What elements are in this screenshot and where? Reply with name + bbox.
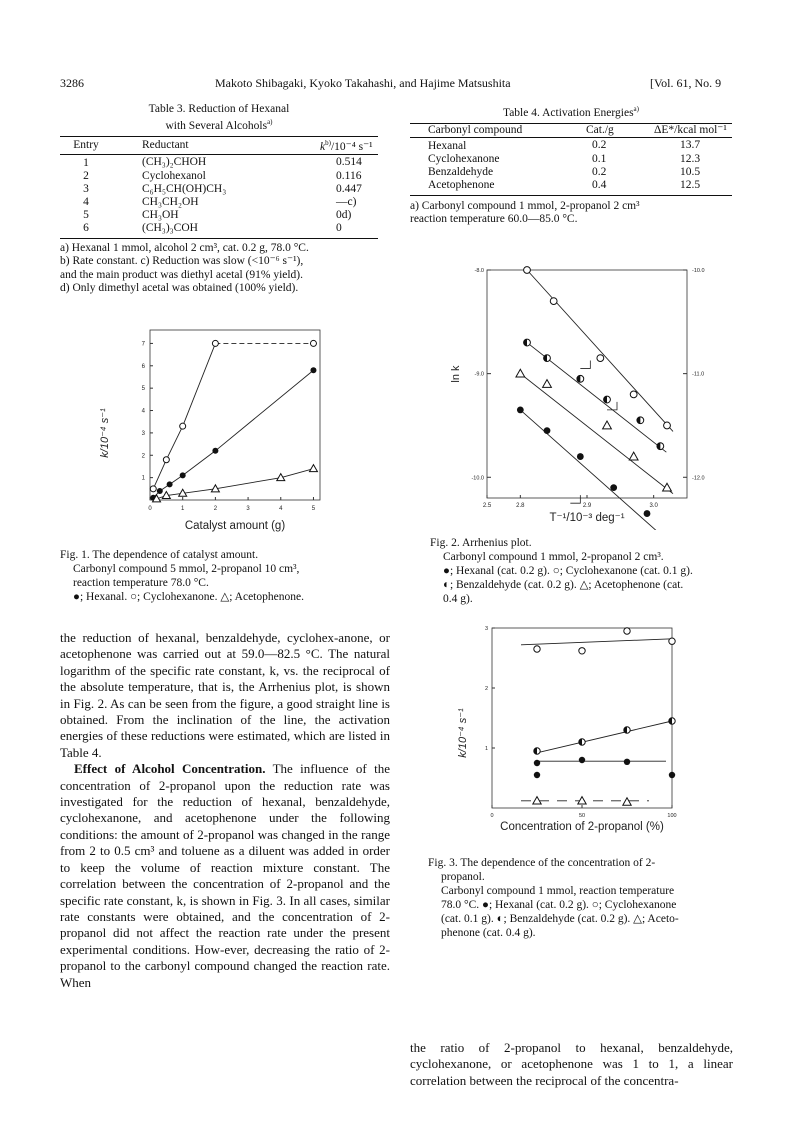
x-axis-label: T⁻¹/10⁻³ deg⁻¹ xyxy=(549,512,625,524)
caption-line: Carbonyl compound 1 mmol, 2-propanol 2 cm³. xyxy=(443,551,664,563)
table4-compound: Acetophenone xyxy=(428,178,495,191)
y-tick-label: 2 xyxy=(141,453,145,460)
table3-reductant: C₆H₅CH(OH)CH₃ xyxy=(142,182,227,195)
y-axis-label: ln k xyxy=(450,365,462,383)
y-axis-label: k/10⁻⁴ s⁻¹ xyxy=(99,408,111,458)
y-tick-label: 2 xyxy=(484,686,488,692)
table3-title-line2: with Several Alcohols xyxy=(165,119,268,132)
y-tick-label: 3 xyxy=(484,626,488,632)
data-point xyxy=(623,798,631,805)
table4-cat: 0.4 xyxy=(592,178,607,191)
plot-frame xyxy=(487,270,687,498)
series-line xyxy=(153,460,166,489)
figure-1-chart xyxy=(60,320,360,550)
x-tick-label: 0 xyxy=(148,506,152,512)
paragraph-arrhenius: the reduction of hexanal, benzaldehyde, cyclohex-anone, or acetophenone was carried out at 59.0—82.5 °C. The natural logarithm of the specific rate constant, k, vs. the reciprocal of the absolute temperature, that is, the Arrhenius plot, is shown in Fig. 2. As can be seen from the figure, a good straight line is obtained. From the inclination of the line, the activation energies of these reductions were estimated, which are listed in Table 4. xyxy=(60,630,390,760)
data-point xyxy=(534,748,540,754)
table4-footnote: reaction temperature 60.0—85.0 °C. xyxy=(410,213,578,226)
data-point xyxy=(167,481,173,487)
caption-line: 78.0 °C. ●; Hexanal (cat. 0.2 g). ○; Cyclohexanone xyxy=(441,899,677,911)
table-row xyxy=(60,222,378,235)
plot-frame xyxy=(150,330,320,500)
caption-line: reaction temperature 78.0 °C. xyxy=(73,577,209,589)
table4-footnote: a) Carbonyl compound 1 mmol, 2-propanol 2 cm³ xyxy=(410,199,640,212)
data-point xyxy=(603,421,612,429)
figure-3-chart xyxy=(448,620,718,835)
table-row xyxy=(410,153,732,166)
offset-bracket xyxy=(580,360,590,368)
table3-col-entry: Entry xyxy=(73,138,99,151)
table4-ea: 10.5 xyxy=(680,165,701,178)
caption-line: Fig. 3. The dependence of the concentration of 2- xyxy=(428,857,656,869)
table3-title: Table 3. Reduction of Hexanal xyxy=(148,103,290,115)
caption-line: Fig. 1. The dependence of catalyst amount. xyxy=(60,549,259,561)
caption-line: Fig. 2. Arrhenius plot. xyxy=(430,537,532,549)
data-point xyxy=(630,391,637,398)
table3-k-value: 0.116 xyxy=(336,169,362,182)
table3-entry: 3 xyxy=(83,182,89,195)
y-tick-label: 5 xyxy=(141,386,145,393)
y-axis-label: k/10⁻⁴ s⁻¹ xyxy=(457,708,469,758)
table4-col-cat: Cat./g xyxy=(586,123,614,136)
data-point xyxy=(534,646,540,652)
table3-entry: 1 xyxy=(83,156,89,169)
data-point xyxy=(644,510,651,517)
x-tick-label: 2.5 xyxy=(482,503,492,509)
body-text-left xyxy=(60,630,390,991)
table4-ea: 12.5 xyxy=(680,178,701,191)
series-line xyxy=(527,270,673,431)
data-point xyxy=(550,298,557,305)
caption-line: ●; Hexanal (cat. 0.2 g). ○; Cyclohexanone (cat. 0.1 g). xyxy=(443,565,693,577)
data-point xyxy=(669,638,675,644)
data-point xyxy=(579,739,585,745)
table3-reductant: CH₃CH₂OH xyxy=(142,195,199,208)
body-text-right: the ratio of 2-propanol to hexanal, benzaldehyde, cyclohexanone, or acetophenone was 1 to 1, a linear correlation between the reciprocal of the concentra- xyxy=(410,1040,733,1088)
data-point xyxy=(544,427,551,434)
table3-col-k: $k^{b)}/10^{-4}$ s⁻¹ xyxy=(320,138,373,153)
y2-tick-label: -10.0 xyxy=(692,268,705,274)
table-row xyxy=(60,154,378,170)
offset-bracket xyxy=(570,495,580,503)
table-row xyxy=(60,209,378,222)
y-tick-label: 6 xyxy=(141,363,145,370)
table3-k-value: 0.514 xyxy=(336,155,362,168)
table3-reductant: (CH₃)₂CHOH xyxy=(142,155,207,168)
y-tick-label: -10.0 xyxy=(471,475,484,482)
table3-reductant: CH₃OH xyxy=(142,208,179,221)
data-point xyxy=(212,340,218,346)
table4-footnotes xyxy=(410,200,732,227)
figure-2-caption xyxy=(430,536,750,606)
x-tick-label: 3 xyxy=(246,506,250,512)
data-point xyxy=(534,760,540,766)
data-point xyxy=(310,367,316,373)
series-line xyxy=(166,426,182,460)
table-row xyxy=(60,183,378,196)
y-tick-label: 7 xyxy=(141,341,145,348)
x-tick-label: 2.9 xyxy=(582,503,592,509)
x-tick-label: 2 xyxy=(213,506,218,512)
table4-ea: 13.7 xyxy=(680,138,701,151)
data-point xyxy=(577,375,584,382)
data-point xyxy=(533,797,541,804)
data-point xyxy=(309,465,317,472)
caption-line: ◐; Benzaldehyde (cat. 0.2 g). △; Acetophenone (cat. xyxy=(443,579,684,591)
figure-2-chart xyxy=(432,258,732,530)
y-tick-label: -8.0 xyxy=(474,268,484,274)
data-point xyxy=(610,484,617,491)
caption-line: phenone (cat. 0.4 g). xyxy=(441,927,536,939)
y-tick-label: 1 xyxy=(484,746,488,752)
series-line xyxy=(183,343,216,426)
data-point xyxy=(629,452,638,460)
table3-footnote: and the main product was diethyl acetal (91% yield). xyxy=(60,268,304,281)
table4-cat: 0.2 xyxy=(592,138,607,151)
data-point xyxy=(604,396,611,403)
data-point xyxy=(180,472,186,478)
data-point xyxy=(624,628,630,634)
caption-line: Carbonyl compound 1 mmol, reaction temperature xyxy=(441,885,675,897)
caption-line: (cat. 0.1 g). ◐; Benzaldehyde (cat. 0.2 g). △; Aceto- xyxy=(441,913,679,925)
data-point xyxy=(524,267,531,274)
caption-line: 0.4 g). xyxy=(443,593,473,605)
y2-tick-label: -11.0 xyxy=(692,371,705,378)
data-point xyxy=(657,443,664,450)
data-point xyxy=(524,339,531,346)
data-point xyxy=(579,757,585,763)
table3-k-value: 0 xyxy=(336,221,342,234)
table3-col-reductant: Reductant xyxy=(142,138,189,151)
figure-1-caption xyxy=(60,548,390,604)
table3-k-value: 0.447 xyxy=(336,182,362,195)
x-tick-label: 100 xyxy=(667,813,677,819)
table3-reductant: Cyclohexanol xyxy=(142,169,206,182)
y-tick-label: 3 xyxy=(141,430,145,437)
table3-footnote: d) Only dimethyl acetal was obtained (100% yield). xyxy=(60,282,299,295)
y-tick-label: 4 xyxy=(141,408,145,415)
table4-body xyxy=(410,137,732,192)
series-line xyxy=(537,721,672,753)
table-row xyxy=(410,166,732,179)
x-tick-label: 4 xyxy=(279,506,283,512)
data-point xyxy=(624,727,630,733)
data-point xyxy=(577,453,584,460)
y-tick-label: -9.0 xyxy=(474,371,484,378)
table3-footnotes xyxy=(60,242,378,296)
x-tick-label: 0 xyxy=(490,813,494,819)
table3-entry: 6 xyxy=(83,221,89,234)
table3-body xyxy=(60,154,378,235)
table4-title-sup: a) xyxy=(633,105,639,113)
data-point xyxy=(534,772,540,778)
data-point xyxy=(212,448,218,454)
table4-compound: Hexanal xyxy=(428,139,467,152)
series-line xyxy=(215,478,280,489)
y2-tick-label: -12.0 xyxy=(692,475,705,482)
table-row xyxy=(60,170,378,183)
data-point xyxy=(663,483,672,491)
table3-title-sup: a) xyxy=(267,118,273,126)
table-4 xyxy=(410,103,732,227)
data-point xyxy=(669,718,675,724)
series-line xyxy=(183,489,216,493)
table4-col-compound: Carbonyl compound xyxy=(428,123,523,136)
table3-entry: 2 xyxy=(83,169,89,182)
x-axis-label: Catalyst amount (g) xyxy=(184,520,286,532)
y-tick-label: 1 xyxy=(141,475,145,482)
x-tick-label: 1 xyxy=(181,506,185,512)
data-point xyxy=(597,355,604,362)
data-point xyxy=(664,422,671,429)
data-point xyxy=(517,407,524,414)
data-point xyxy=(163,457,169,463)
data-point xyxy=(180,423,186,429)
table3-k-value: —c) xyxy=(336,195,357,208)
data-point xyxy=(578,797,586,804)
table3-k-value: 0d) xyxy=(336,208,352,221)
table4-compound: Benzaldehyde xyxy=(428,165,494,178)
series-line xyxy=(520,374,673,494)
figure-3-caption xyxy=(428,856,746,940)
data-point xyxy=(669,772,675,778)
caption-line: propanol. xyxy=(441,871,485,883)
x-tick-label: 3.0 xyxy=(649,503,658,509)
table4-ea: 12.3 xyxy=(680,152,701,165)
table-row xyxy=(60,196,378,209)
table4-cat: 0.2 xyxy=(592,165,607,178)
data-point xyxy=(624,759,630,765)
table4-compound: Cyclohexanone xyxy=(428,152,500,165)
plot-frame xyxy=(492,628,672,808)
table3-footnote: b) Rate constant. c) Reduction was slow (<10⁻⁶ s⁻¹), xyxy=(60,255,304,268)
x-tick-label: 50 xyxy=(578,813,586,819)
data-point xyxy=(579,648,585,654)
series-line xyxy=(521,639,672,645)
series-line xyxy=(183,451,216,476)
table-3 xyxy=(60,103,378,296)
table4-title: Table 4. Activation Energies xyxy=(502,106,634,119)
data-point xyxy=(157,488,163,494)
table3-reductant: (CH₃)₃COH xyxy=(142,221,198,234)
series-line xyxy=(281,469,314,478)
caption-line: ●; Hexanal. ○; Cyclohexanone. △; Acetophenone. xyxy=(73,591,304,603)
volume-info: [Vol. 61, No. 9 xyxy=(650,76,722,90)
data-point xyxy=(543,380,552,388)
series-line xyxy=(215,370,313,451)
caption-line: Carbonyl compound 5 mmol, 2-propanol 10 cm³, xyxy=(73,563,300,575)
section-heading-alcohol-concentration: Effect of Alcohol Concentration. xyxy=(74,761,266,777)
table4-cat: 0.1 xyxy=(592,152,607,165)
table3-entry: 5 xyxy=(83,208,89,221)
table3-footnote: a) Hexanal 1 mmol, alcohol 2 cm³, cat. 0.2 g, 78.0 °C. xyxy=(60,241,309,254)
data-point xyxy=(310,340,316,346)
running-authors: Makoto Shibagaki, Kyoko Takahashi, and Hajime Matsushita xyxy=(215,76,511,90)
page-number: 3286 xyxy=(60,76,84,90)
x-axis-label: Concentration of 2-propanol (%) xyxy=(500,821,664,833)
table4-col-ea: ΔE*/kcal mol⁻¹ xyxy=(654,123,727,136)
x-tick-label: 5 xyxy=(311,506,316,512)
table3-entry: 4 xyxy=(83,195,89,208)
data-point xyxy=(544,355,551,362)
data-point xyxy=(150,486,156,492)
table-row xyxy=(410,179,732,192)
x-tick-label: 2.8 xyxy=(516,503,525,509)
data-point xyxy=(516,369,525,377)
paragraph-alcohol-concentration: The influence of the concentration of 2-propanol upon the reduction rate was investigated for the reduction of hexanal, benzaldehyde, cyclohexanone, and acetophenone under the following conditions: the amount of 2-propanol was changed in the range from 2 to 0.5 cm³ and toluene as a diluent was added in order to keep the volume of reaction mixture constant. The correlation between the concentration of 2-propanol and the specific rate constant, k, is shown in Fig. 3. In all cases, similar rate constants were obtained, and the concentration of 2-propanol did not affect the reaction rate under the present experimental conditions. How-ever, decreasing the ratio of 2-propanol to the carbonyl compound changed the reaction rate. When xyxy=(60,761,390,990)
data-point xyxy=(637,417,644,424)
table-row xyxy=(410,137,732,153)
